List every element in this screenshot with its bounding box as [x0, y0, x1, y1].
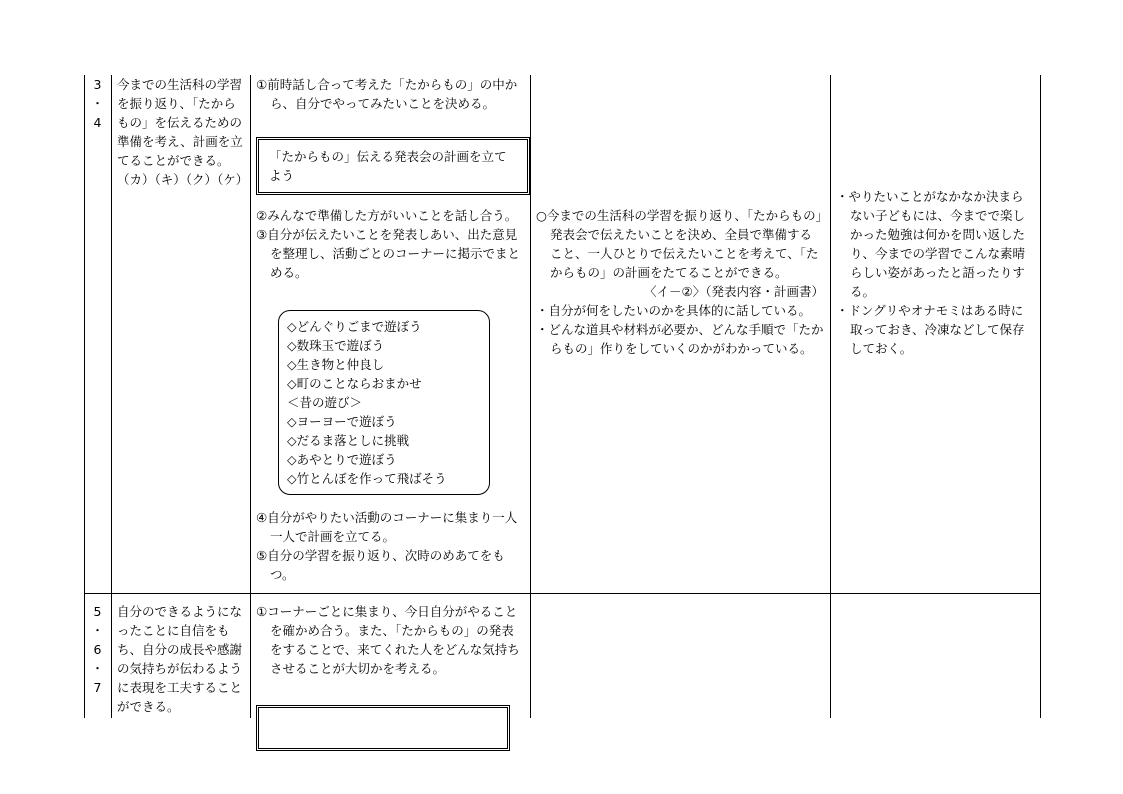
activity-step: ④自分がやりたい活動のコーナーに集まり一人一人で計画を立てる。 — [256, 510, 518, 544]
row-1-evaluation — [536, 206, 824, 358]
corner-item: ◇ヨーヨーで遊ぼう — [287, 414, 397, 429]
goal-text: 今までの生活科の学習を振り返り、「たからもの」を伝えるための準備を考え、計画を立てることができる。 — [117, 77, 243, 168]
row-1-goal — [117, 75, 249, 189]
column-divider-2 — [250, 75, 251, 718]
row-2-goal — [117, 602, 246, 716]
theme-box — [256, 137, 530, 195]
corner-list-box — [278, 310, 490, 495]
column-divider-3 — [530, 75, 531, 718]
row-1-support — [836, 187, 1034, 358]
row-1-activities-bottom — [256, 508, 524, 584]
table-border-right — [1040, 75, 1041, 718]
corner-item: ◇竹とんぼを作って飛ばそう — [287, 471, 447, 486]
evaluation-point: ・どんな道具や材料が必要か、どんな手順で「たからもの」作りをしていくのかがわかっている。 — [536, 322, 824, 356]
evaluation-ref: 〈イ－②〉（発表内容・計画書） — [644, 284, 824, 299]
column-divider-4 — [830, 75, 831, 718]
corner-item: ◇町のことならおまかせ — [287, 376, 422, 391]
number-char: ・ — [91, 623, 104, 638]
activity-step: ①コーナーごとに集まり、今日自分がやることを確かめ合う。また、「たからもの」の発表をすることで、来てくれた人をどんな気持ちさせることが大切かを考える。 — [256, 604, 520, 676]
number-char: 6 — [93, 642, 102, 657]
activity-step: ③自分が伝えたいことを発表しあい、出た意見を整理し、活動ごとのコーナーに掲示でまとめる。 — [256, 227, 521, 280]
corner-item: ◇数珠玉で遊ぼう — [287, 338, 385, 353]
activity-step: ①前時話し合って考えた「たからもの」の中から、自分でやってみたいことを決める。 — [256, 77, 518, 111]
row-1-activities-top — [256, 75, 524, 113]
support-point: ・やりたいことがなかなか決まらない子どもには、今までで楽しかった勉強は何かを問い返したり、今までの学習でこんな素晴らしい姿があったと語ったりする。 — [836, 189, 1026, 299]
number-char: 7 — [93, 680, 102, 695]
corner-item: ＜昔の遊び＞ — [287, 395, 363, 410]
number-char: 3 — [93, 77, 102, 92]
activity-step: ⑤自分の学習を振り返り、次時のめあてをもつ。 — [256, 548, 505, 582]
theme-text: 「たからもの」伝える発表会の計画を立てよう — [269, 149, 507, 183]
evaluation-main: ○今までの生活科の学習を振り返り、「たからもの」発表会で伝えたいことを決め、全員で準備すること、一人ひとりで伝えたいことを考えて、「たからもの」の計画をたてることができる。 — [536, 208, 822, 280]
goal-codes: （カ）（キ）（ク）（ケ） — [117, 172, 249, 187]
column-divider-1 — [111, 75, 112, 718]
corner-item: ◇どんぐりごまで遊ぼう — [287, 319, 422, 334]
theme-box-partial — [256, 705, 510, 751]
corner-item: ◇生き物と仲良し — [287, 357, 385, 372]
corner-item: ◇あやとりで遊ぼう — [287, 452, 397, 467]
row-2-number — [84, 602, 111, 697]
number-char: ・ — [91, 661, 104, 676]
corner-item: ◇だるま落としに挑戦 — [287, 433, 410, 448]
goal-text: 自分のできるようになったことに自信をもち、自分の成長や感謝の気持ちが伝わるように表現を工夫することができる。 — [117, 604, 243, 714]
row-2-activities-top — [256, 602, 524, 678]
row-1-activities-mid — [256, 206, 524, 282]
number-char: 5 — [93, 604, 102, 619]
evaluation-point: ・自分が何をしたいのかを具体的に話している。 — [536, 303, 812, 318]
row-divider — [84, 593, 1041, 594]
support-point: ・ドングリやオナモミはある時に取っておき、冷凍などして保存しておく。 — [836, 303, 1025, 356]
number-char: ・ — [91, 96, 104, 111]
number-char: 4 — [93, 115, 102, 130]
row-1-number — [84, 75, 111, 132]
activity-step: ②みんなで準備した方がいいことを話し合う。 — [256, 208, 518, 223]
